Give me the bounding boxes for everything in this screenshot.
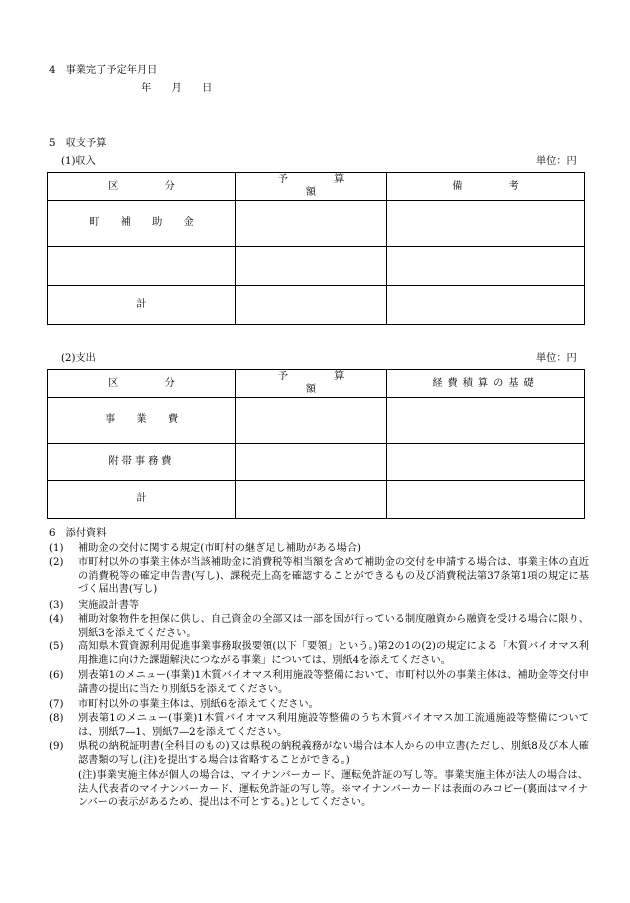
income-row-amount[interactable] <box>236 285 387 324</box>
attachment-item-4 <box>49 613 589 640</box>
completion-date: 年 月 日 <box>141 83 213 94</box>
income-row-name: 町 補 助 金 <box>48 200 236 246</box>
item-number: (5) <box>49 641 64 652</box>
item-number: (3) <box>49 600 64 611</box>
expense-row-name: 附帯事務費 <box>48 443 236 480</box>
expense-unit: 単位：円 <box>536 353 577 364</box>
table-row <box>48 200 585 246</box>
item-text: 高知県木質資源利用促進事業事務取扱要領(以下「要領」という。)第2の1の(2)の規定による「木質バイオマス利用推進に向けた課題解決につながる事業」については、別紙4を添えてください。 <box>78 641 589 666</box>
expense-header-amount: 予 算 額 <box>236 370 387 398</box>
attachment-item-8 <box>49 712 589 739</box>
footnote: (注)事業実施主体が個人の場合は、マイナンバーカード、運転免許証の写し等。事業実施主体が法人の場合は、法人代表者のマイナンバーカード、運転免許証の写し等。※マイナンバーカードは表面のみコピー(裏面はマイナンバーの表示があるため、提出は不可とする。)としてください。 <box>78 770 588 809</box>
table-row <box>48 246 585 285</box>
expense-header-category: 区 分 <box>48 370 236 398</box>
expense-row-amount[interactable] <box>236 480 387 518</box>
income-unit: 単位：円 <box>536 156 577 167</box>
item-number: (2) <box>49 557 64 568</box>
item-number: (1) <box>49 543 64 554</box>
item-text: 別表第1のメニュー(事業)1木質バイオマス利用施設等整備のうち木質バイオマス加工流通施設等整備については、別紙7—1、別紙7—2を添えてください。 <box>78 713 589 738</box>
expense-row-total: 計 <box>48 480 236 518</box>
expense-table <box>47 369 585 519</box>
expense-row-basis[interactable] <box>387 480 585 518</box>
expense-row-amount[interactable] <box>236 397 387 443</box>
table-row <box>48 443 585 480</box>
attachment-item-7 <box>49 698 589 712</box>
attachment-item-2 <box>49 556 589 597</box>
income-row-amount[interactable] <box>236 200 387 246</box>
expense-header-basis: 経費積算の基礎 <box>387 370 585 398</box>
income-row-note[interactable] <box>387 285 585 324</box>
section-5-heading: 5 収支予算 <box>49 138 107 149</box>
expense-row-amount[interactable] <box>236 443 387 480</box>
item-number: (7) <box>49 699 64 710</box>
item-text: 補助対象物件を担保に供し、自己資金の全部又は一部を国が行っている制度融資から融資を受ける場合に限り、別紙3を添えてください。 <box>78 614 589 639</box>
table-row <box>48 397 585 443</box>
item-text: 市町村以外の事業主体が当該補助金に消費税等相当額を含めて補助金の交付を申請する場合は、事業主体の直近の消費税等の確定申告書(写し)、課税売上高を確認することができるもの及び消費税法第37条第1項の規定に基づく届出書(写し) <box>78 557 589 596</box>
expense-row-basis[interactable] <box>387 397 585 443</box>
item-text: 別表第1のメニュー(事業)1木質バイオマス利用施設等整備において、市町村以外の事業主体は、補助金等交付申請書の提出に当たり別紙5を添えてください。 <box>78 670 589 695</box>
income-row-total: 計 <box>48 285 236 324</box>
attachment-item-5 <box>49 640 589 667</box>
expense-row-basis[interactable] <box>387 443 585 480</box>
income-row-amount[interactable] <box>236 246 387 285</box>
item-text: 市町村以外の事業主体は、別紙6を添えてください。 <box>78 699 319 710</box>
income-header-amount: 予 算 額 <box>236 173 387 201</box>
item-number: (6) <box>49 670 64 681</box>
expense-label: (2)支出 <box>61 353 96 364</box>
income-header-note: 備 考 <box>387 173 585 201</box>
expense-row-name: 事 業 費 <box>48 397 236 443</box>
table-row <box>48 285 585 324</box>
income-row-name[interactable] <box>48 246 236 285</box>
income-row-note[interactable] <box>387 200 585 246</box>
attachment-item-9 <box>49 740 589 767</box>
item-text: 実施設計書等 <box>78 600 140 611</box>
attachment-item-1 <box>49 542 589 556</box>
section-6-heading: 6 添付資料 <box>49 528 107 539</box>
table-row <box>48 480 585 518</box>
income-header-category: 区 分 <box>48 173 236 201</box>
item-number: (8) <box>49 713 64 724</box>
section-4-heading: 4 事業完了予定年月日 <box>49 65 158 76</box>
income-row-note[interactable] <box>387 246 585 285</box>
income-label: (1)収入 <box>61 156 96 167</box>
item-text: 県税の納税証明書(全科目のもの)又は県税の納税義務がない場合は本人からの申立書(ただし、別紙8及び本人確認書類の写し(注)を提出する場合は省略することができる。) <box>78 741 589 766</box>
item-number: (4) <box>49 614 64 625</box>
attachment-item-6 <box>49 669 589 696</box>
item-text: 補助金の交付に関する規定(市町村の継ぎ足し補助がある場合) <box>78 543 362 554</box>
item-number: (9) <box>49 741 64 752</box>
income-table <box>47 172 585 325</box>
attachment-item-3 <box>49 599 589 613</box>
